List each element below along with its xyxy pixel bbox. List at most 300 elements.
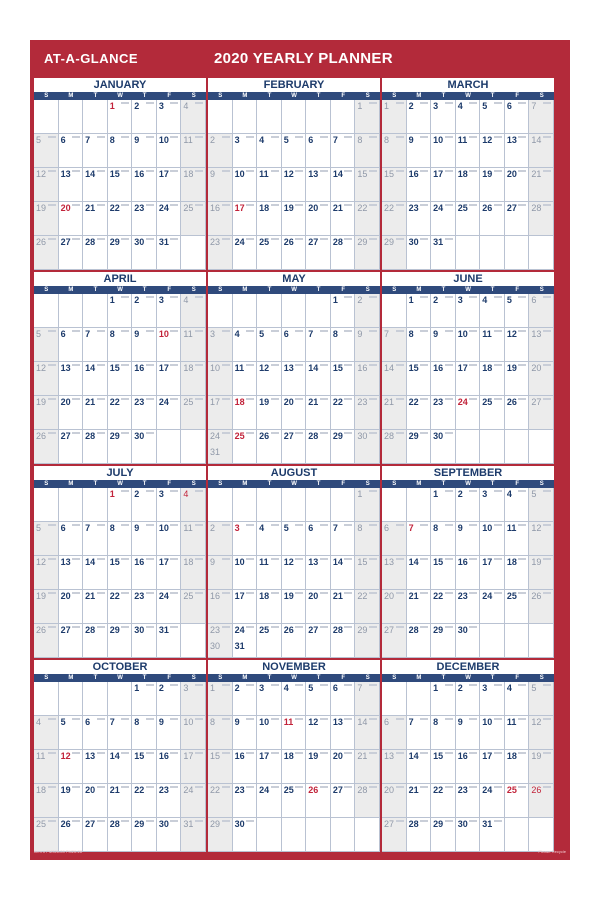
day-number: 3 (482, 683, 488, 693)
day-of-year-note (222, 136, 230, 138)
day-number: 12 (36, 557, 47, 567)
day-cell (108, 784, 133, 818)
day-of-year-note (469, 786, 477, 788)
day-cell (157, 362, 182, 396)
day-number: 10 (457, 329, 468, 339)
day-number: 13 (506, 135, 517, 145)
day-cell (181, 294, 206, 328)
day-cell (331, 784, 356, 818)
day-of-year-note (222, 626, 230, 628)
day-cell (456, 522, 481, 556)
weekday-label: F (167, 481, 172, 487)
day-cell (331, 624, 356, 658)
day-number: 3 (183, 683, 189, 693)
day-number: 30 (457, 819, 468, 829)
yearly-planner (30, 40, 570, 860)
day-cell (282, 236, 307, 270)
day-number: 10 (234, 169, 245, 179)
day-number: 17 (158, 557, 169, 567)
day-cell (331, 396, 356, 430)
day-of-year-note (271, 592, 279, 594)
day-cell (529, 396, 554, 430)
day-of-year-note (222, 592, 230, 594)
day-cell (529, 134, 554, 168)
day-number: 8 (210, 717, 216, 727)
day-cell (257, 236, 282, 270)
day-of-year-note (518, 398, 526, 400)
day-of-year-note (344, 718, 352, 720)
day-number: 28 (332, 237, 343, 247)
day-of-year-note (420, 296, 428, 298)
day-of-year-note (494, 364, 502, 366)
day-cell (132, 168, 157, 202)
day-of-year-note (72, 558, 80, 560)
day-number: 8 (109, 329, 115, 339)
day-cell (529, 362, 554, 396)
day-of-year-note (543, 296, 551, 298)
day-cell (382, 750, 407, 784)
day-of-year-note (445, 296, 453, 298)
day-cell (59, 750, 84, 784)
month-january (34, 78, 206, 270)
empty-cell (208, 100, 233, 134)
day-of-year-note (445, 592, 453, 594)
day-number: 22 (109, 203, 120, 213)
day-number: 9 (134, 523, 140, 533)
day-of-year-note (97, 136, 105, 138)
day-of-year-note (195, 398, 203, 400)
day-number: 31 (234, 641, 245, 651)
month-august (208, 466, 380, 658)
day-of-year-note (469, 136, 477, 138)
day-cell (282, 430, 307, 464)
day-of-year-note (295, 786, 303, 788)
day-of-year-note (246, 330, 254, 332)
day-number: 24 (158, 397, 169, 407)
day-cell (282, 396, 307, 430)
weekday-label: T (441, 675, 446, 681)
day-number: 5 (283, 135, 289, 145)
day-cell (157, 328, 182, 362)
empty-cell (456, 430, 481, 464)
day-of-year-note (295, 398, 303, 400)
day-number: 15 (109, 557, 120, 567)
day-of-year-note (170, 364, 178, 366)
day-number: 14 (308, 363, 319, 373)
weekday-label: S (191, 287, 196, 293)
day-of-year-note (469, 170, 477, 172)
day-cell (181, 590, 206, 624)
day-cell (181, 522, 206, 556)
day-cell (282, 556, 307, 590)
day-number: 18 (283, 751, 294, 761)
day-of-year-note (420, 170, 428, 172)
day-number: 7 (332, 523, 338, 533)
day-number: 22 (332, 397, 343, 407)
day-cell (355, 294, 380, 328)
day-of-year-note (344, 398, 352, 400)
day-cell (83, 624, 108, 658)
day-of-year-note (518, 330, 526, 332)
month-april (34, 272, 206, 464)
day-number: 10 (183, 717, 194, 727)
day-number: 1 (433, 489, 439, 499)
day-number: 28 (384, 431, 395, 441)
day-of-year-note (543, 364, 551, 366)
day-of-year-note (369, 432, 377, 434)
day-of-year-note (369, 136, 377, 138)
day-of-year-note (222, 684, 230, 686)
day-cell (331, 236, 356, 270)
day-cell (233, 522, 258, 556)
day-cell (331, 556, 356, 590)
day-cell (157, 784, 182, 818)
day-cell (505, 362, 530, 396)
day-cell (355, 236, 380, 270)
day-cell (108, 168, 133, 202)
day-of-year-note (246, 626, 254, 628)
day-number: 2 (234, 683, 240, 693)
day-number: 10 (234, 557, 245, 567)
day-of-year-note (121, 296, 129, 298)
day-number: 25 (283, 785, 294, 795)
day-number: 29 (109, 237, 120, 247)
day-cell (108, 100, 133, 134)
day-of-year-note (344, 558, 352, 560)
day-of-year-note (320, 718, 328, 720)
day-number: 31 (433, 237, 444, 247)
day-of-year-note (445, 330, 453, 332)
day-cell (431, 784, 456, 818)
day-of-year-note (543, 524, 551, 526)
day-cell (431, 522, 456, 556)
day-cell (456, 168, 481, 202)
day-cell (529, 328, 554, 362)
day-of-year-note (344, 524, 352, 526)
day-of-year-note (195, 718, 203, 720)
day-number: 30 (457, 625, 468, 635)
day-of-year-note (121, 136, 129, 138)
day-of-year-note (146, 330, 154, 332)
day-of-year-note (195, 296, 203, 298)
day-grid (208, 682, 380, 852)
day-number: 17 (457, 363, 468, 373)
day-number: 3 (259, 683, 265, 693)
day-number: 19 (283, 591, 294, 601)
day-number: 12 (36, 169, 47, 179)
day-number: 5 (531, 489, 537, 499)
day-number: 14 (332, 557, 343, 567)
day-number: 29 (332, 431, 343, 441)
day-of-year-note (246, 136, 254, 138)
day-number: 14 (408, 751, 419, 761)
day-cell (34, 362, 59, 396)
weekday-label: W (465, 287, 471, 293)
day-number: 15 (332, 363, 343, 373)
day-number: 17 (482, 751, 493, 761)
day-number: 21 (85, 591, 96, 601)
day-cell (83, 716, 108, 750)
day-of-year-note (320, 752, 328, 754)
day-of-year-note (246, 558, 254, 560)
day-number: 12 (259, 363, 270, 373)
day-number: 23 (457, 591, 468, 601)
day-cell (257, 522, 282, 556)
day-of-year-note (518, 718, 526, 720)
day-of-year-note (420, 524, 428, 526)
day-number: 24 (210, 431, 221, 441)
day-number: 17 (158, 169, 169, 179)
day-cell (331, 430, 356, 464)
day-of-year-note (246, 170, 254, 172)
day-cell (456, 556, 481, 590)
day-number: 22 (109, 397, 120, 407)
day-cell (382, 236, 407, 270)
day-of-year-note (246, 398, 254, 400)
day-number: 28 (85, 431, 96, 441)
day-number: 23 (234, 785, 245, 795)
day-number: 24 (433, 203, 444, 213)
day-cell (257, 556, 282, 590)
day-cell (257, 168, 282, 202)
month-name: SEPTEMBER (382, 466, 554, 480)
day-number: 28 (357, 785, 368, 795)
day-of-year-note (494, 524, 502, 526)
empty-cell (59, 488, 84, 522)
day-number: 23 (134, 203, 145, 213)
day-cell (431, 716, 456, 750)
weekday-label: T (441, 93, 446, 99)
month-december (382, 660, 554, 852)
day-number: 8 (433, 523, 439, 533)
day-cell (157, 168, 182, 202)
day-number: 6 (332, 683, 338, 693)
day-number: 5 (60, 717, 66, 727)
weekday-label: T (316, 675, 321, 681)
weekday-label: W (291, 481, 297, 487)
day-of-year-note (320, 432, 328, 434)
day-of-year-note (320, 136, 328, 138)
day-cell (181, 362, 206, 396)
day-number: 25 (259, 237, 270, 247)
day-number: 21 (357, 751, 368, 761)
day-of-year-note (396, 330, 404, 332)
day-cell (355, 168, 380, 202)
month-name: JUNE (382, 272, 554, 286)
month-february (208, 78, 380, 270)
day-number: 18 (457, 169, 468, 179)
day-number: 4 (506, 489, 512, 499)
day-of-year-note (97, 592, 105, 594)
month-march (382, 78, 554, 270)
day-number: 18 (36, 785, 47, 795)
day-number: 7 (408, 523, 414, 533)
day-of-year-note (494, 786, 502, 788)
day-number: 1 (357, 489, 363, 499)
day-number: 20 (384, 591, 395, 601)
month-name: JANUARY (34, 78, 206, 92)
day-number: 2 (457, 489, 463, 499)
empty-cell (208, 294, 233, 328)
day-of-year-note (295, 752, 303, 754)
day-number: 20 (308, 591, 319, 601)
day-cell (257, 716, 282, 750)
day-number: 24 (482, 785, 493, 795)
day-of-year-note (369, 398, 377, 400)
day-number: 9 (357, 329, 363, 339)
weekday-label: M (416, 675, 422, 681)
day-number: 28 (408, 625, 419, 635)
day-number: 11 (183, 523, 193, 533)
day-number: 12 (308, 717, 319, 727)
day-number: 30 (210, 641, 221, 651)
day-cell (456, 590, 481, 624)
day-of-year-note (222, 820, 230, 822)
weekday-header (34, 674, 206, 682)
day-cell (157, 750, 182, 784)
day-cell (257, 362, 282, 396)
day-cell (306, 624, 331, 658)
day-of-year-note (72, 204, 80, 206)
day-number: 7 (357, 683, 363, 693)
day-of-year-note (72, 136, 80, 138)
day-of-year-note (320, 238, 328, 240)
day-number: 25 (482, 397, 493, 407)
day-cell (407, 202, 432, 236)
day-number: 18 (506, 751, 517, 761)
day-number: 4 (183, 295, 189, 305)
day-cell (257, 624, 282, 658)
day-number: 21 (408, 591, 419, 601)
day-of-year-note (170, 204, 178, 206)
day-cell (331, 362, 356, 396)
day-of-year-note (146, 820, 154, 822)
day-of-year-note (396, 718, 404, 720)
day-number: 13 (85, 751, 96, 761)
day-number: 2 (357, 295, 363, 305)
day-number: 9 (134, 135, 140, 145)
month-november (208, 660, 380, 852)
day-of-year-note (469, 330, 477, 332)
day-of-year-note (344, 364, 352, 366)
day-number: 23 (433, 397, 444, 407)
month-name: JULY (34, 466, 206, 480)
day-of-year-note (445, 718, 453, 720)
day-number: 25 (506, 591, 517, 601)
day-of-year-note (445, 820, 453, 822)
day-cell (382, 134, 407, 168)
day-number: 6 (506, 101, 512, 111)
day-number: 29 (357, 625, 368, 635)
day-cell (257, 396, 282, 430)
day-number: 5 (36, 523, 42, 533)
day-of-year-note (72, 626, 80, 628)
day-cell (83, 168, 108, 202)
empty-cell (407, 488, 432, 522)
day-number: 15 (433, 557, 444, 567)
day-cell (306, 134, 331, 168)
day-number: 18 (183, 363, 194, 373)
day-of-year-note (344, 684, 352, 686)
day-of-year-note (170, 296, 178, 298)
day-of-year-note (170, 398, 178, 400)
day-of-year-note (271, 718, 279, 720)
day-number: 17 (234, 203, 245, 213)
day-number: 17 (210, 397, 221, 407)
day-cell (355, 556, 380, 590)
weekday-label: W (291, 93, 297, 99)
day-of-year-note (121, 170, 129, 172)
day-number: 25 (183, 203, 194, 213)
empty-cell (282, 100, 307, 134)
day-cell (529, 682, 554, 716)
day-of-year-note (195, 558, 203, 560)
day-cell (132, 202, 157, 236)
empty-cell (529, 430, 554, 464)
day-of-year-note (271, 330, 279, 332)
day-cell (257, 784, 282, 818)
weekday-header (208, 92, 380, 100)
empty-cell (382, 488, 407, 522)
day-number: 13 (283, 363, 294, 373)
day-cell (505, 750, 530, 784)
day-of-year-note (420, 718, 428, 720)
day-cell (456, 328, 481, 362)
weekday-label: F (515, 481, 520, 487)
day-number: 17 (158, 363, 169, 373)
day-number: 23 (457, 785, 468, 795)
day-cell (132, 716, 157, 750)
day-number: 25 (183, 591, 194, 601)
day-number: 22 (433, 591, 444, 601)
day-of-year-note (469, 364, 477, 366)
day-of-year-note (295, 626, 303, 628)
day-cell (382, 396, 407, 430)
day-cell (108, 522, 133, 556)
day-of-year-note (369, 684, 377, 686)
day-of-year-note (170, 102, 178, 104)
month-name: MARCH (382, 78, 554, 92)
day-number: 1 (357, 101, 363, 111)
day-cell (431, 750, 456, 784)
weekday-label: S (539, 675, 544, 681)
day-of-year-note (420, 398, 428, 400)
day-number: 8 (384, 135, 390, 145)
day-cell (282, 682, 307, 716)
day-cell (407, 430, 432, 464)
month-name: APRIL (34, 272, 206, 286)
day-of-year-note (369, 752, 377, 754)
day-number: 23 (357, 397, 368, 407)
day-number: 7 (531, 101, 537, 111)
day-number: 14 (109, 751, 120, 761)
day-number: 12 (531, 523, 542, 533)
day-cell (306, 396, 331, 430)
day-cell (407, 522, 432, 556)
weekday-label: F (341, 93, 346, 99)
day-number: 26 (531, 591, 542, 601)
day-number: 22 (384, 203, 395, 213)
day-number: 26 (36, 431, 47, 441)
day-number: 21 (384, 397, 395, 407)
day-cell (505, 396, 530, 430)
day-cell (132, 784, 157, 818)
day-cell (480, 522, 505, 556)
day-cell (382, 202, 407, 236)
day-cell (181, 682, 206, 716)
weekday-header (208, 480, 380, 488)
day-of-year-note (320, 524, 328, 526)
